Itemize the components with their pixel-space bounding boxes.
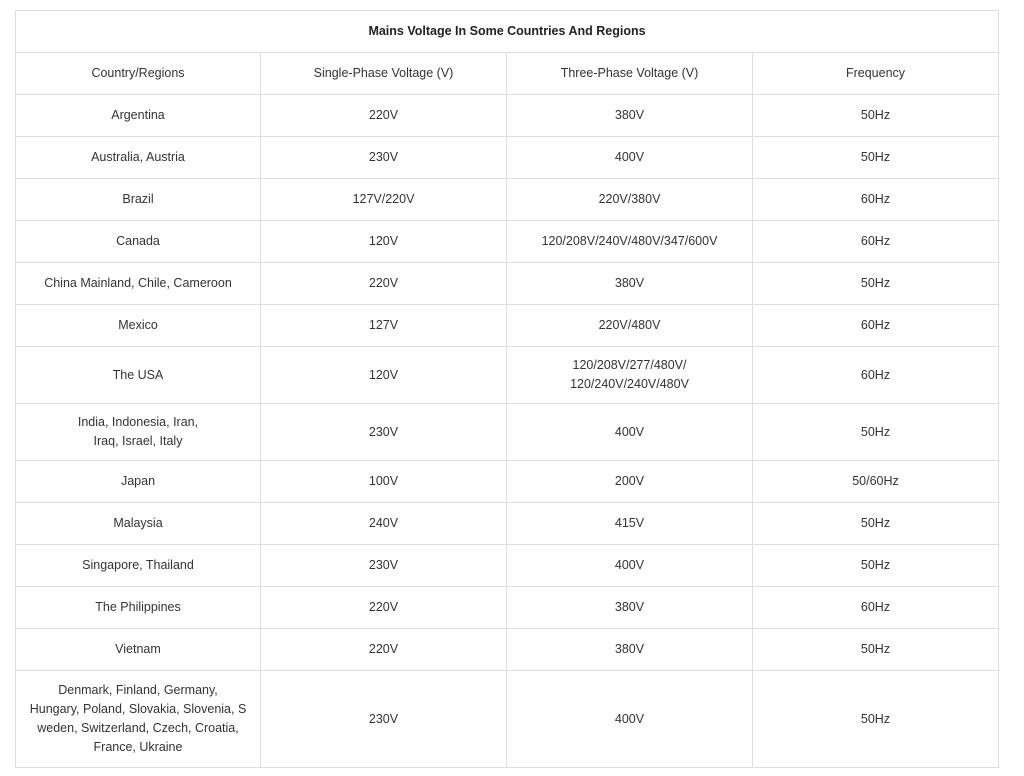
cell-three-phase <box>507 179 753 221</box>
cell-line: 120V <box>368 234 399 248</box>
header-row <box>16 53 999 95</box>
cell-line: Mexico <box>118 318 158 332</box>
cell-country <box>16 629 261 671</box>
cell-line: 120V <box>368 367 399 382</box>
cell-single-phase <box>261 587 507 629</box>
cell-line: 400V <box>614 424 645 439</box>
cell-frequency <box>753 671 999 768</box>
table-row <box>16 671 999 768</box>
cell-line: 50/60Hz <box>852 474 899 488</box>
cell-line: China Mainland, Chile, Cameroon <box>44 276 232 290</box>
cell-three-phase <box>507 629 753 671</box>
header-country: Country/Regions <box>16 53 261 95</box>
cell-line: 400V <box>614 558 645 572</box>
table-container <box>15 10 998 768</box>
cell-single-phase <box>261 95 507 137</box>
cell-line: 380V <box>614 642 645 656</box>
table-row <box>16 629 999 671</box>
cell-frequency <box>753 545 999 587</box>
cell-line: Vietnam <box>115 642 161 656</box>
cell-single-phase <box>261 545 507 587</box>
table-row <box>16 503 999 545</box>
cell-line: 50Hz <box>860 108 891 122</box>
cell-three-phase <box>507 305 753 347</box>
cell-line: 400V <box>614 150 645 164</box>
cell-frequency <box>753 95 999 137</box>
cell-line: Brazil <box>122 192 154 206</box>
cell-country <box>16 179 261 221</box>
cell-line: 230V <box>368 424 399 439</box>
cell-line: 415V <box>614 516 645 530</box>
cell-line: 240V <box>368 516 399 530</box>
cell-line: 380V <box>614 108 645 122</box>
cell-line: 50Hz <box>860 642 891 656</box>
cell-three-phase <box>507 347 753 404</box>
cell-frequency <box>753 629 999 671</box>
cell-line: 50Hz <box>860 150 891 164</box>
cell-line: 230V <box>368 150 399 164</box>
cell-three-phase <box>507 95 753 137</box>
cell-three-phase <box>507 587 753 629</box>
cell-line: Denmark, Finland, Germany, <box>58 683 218 697</box>
table-row <box>16 305 999 347</box>
cell-line: India, Indonesia, Iran, <box>77 415 199 429</box>
table-row <box>16 221 999 263</box>
cell-line: Japan <box>120 474 156 488</box>
cell-single-phase <box>261 221 507 263</box>
cell-country <box>16 221 261 263</box>
cell-line: 220V/380V <box>598 192 661 206</box>
table-title: Mains Voltage In Some Countries And Regions <box>16 11 999 53</box>
cell-line: Malaysia <box>113 516 163 530</box>
cell-country <box>16 461 261 503</box>
table-row <box>16 137 999 179</box>
cell-line: 50Hz <box>860 558 891 572</box>
cell-country <box>16 347 261 404</box>
cell-line: Argentina <box>111 108 165 122</box>
cell-line: 50Hz <box>860 711 891 726</box>
cell-country <box>16 587 261 629</box>
cell-frequency <box>753 305 999 347</box>
cell-line: 200V <box>614 474 645 488</box>
cell-line: 50Hz <box>860 516 891 530</box>
cell-line: 60Hz <box>860 600 891 614</box>
cell-country <box>16 305 261 347</box>
cell-line: 50Hz <box>860 276 891 290</box>
cell-single-phase <box>261 404 507 461</box>
cell-frequency <box>753 137 999 179</box>
table-row <box>16 587 999 629</box>
cell-line: The USA <box>112 367 164 382</box>
header-single-phase: Single-Phase Voltage (V) <box>261 53 507 95</box>
cell-single-phase <box>261 347 507 404</box>
cell-line: 60Hz <box>860 367 891 382</box>
cell-line: 220V <box>368 276 399 290</box>
cell-line: 380V <box>614 276 645 290</box>
cell-country <box>16 545 261 587</box>
cell-single-phase <box>261 305 507 347</box>
cell-country <box>16 137 261 179</box>
cell-line: Singapore, Thailand <box>82 558 194 572</box>
cell-frequency <box>753 404 999 461</box>
cell-line: 230V <box>368 711 399 726</box>
cell-single-phase <box>261 629 507 671</box>
cell-single-phase <box>261 137 507 179</box>
cell-three-phase <box>507 461 753 503</box>
cell-three-phase <box>507 221 753 263</box>
cell-country <box>16 404 261 461</box>
cell-line: 220V <box>368 642 399 656</box>
cell-frequency <box>753 347 999 404</box>
cell-frequency <box>753 263 999 305</box>
cell-country <box>16 263 261 305</box>
cell-frequency <box>753 503 999 545</box>
header-frequency: Frequency <box>753 53 999 95</box>
cell-three-phase <box>507 137 753 179</box>
table-row <box>16 179 999 221</box>
cell-line: 220V/480V <box>598 318 661 332</box>
cell-line: France, Ukraine <box>93 740 183 754</box>
table-row <box>16 545 999 587</box>
cell-single-phase <box>261 503 507 545</box>
table-body <box>16 95 999 768</box>
cell-line: 127V/220V <box>352 192 415 206</box>
cell-line: 400V <box>614 711 645 726</box>
header-three-phase: Three-Phase Voltage (V) <box>507 53 753 95</box>
cell-line: 220V <box>368 108 399 122</box>
cell-line: 60Hz <box>860 318 891 332</box>
cell-frequency <box>753 221 999 263</box>
cell-line: 100V <box>368 474 399 488</box>
cell-line: 120/208V/240V/480V/347/600V <box>541 234 718 248</box>
cell-country <box>16 671 261 768</box>
table-row <box>16 404 999 461</box>
cell-line: 127V <box>368 318 399 332</box>
cell-frequency <box>753 461 999 503</box>
cell-three-phase <box>507 671 753 768</box>
cell-country <box>16 503 261 545</box>
cell-line: 60Hz <box>860 192 891 206</box>
cell-three-phase <box>507 545 753 587</box>
cell-line: 120/240V/240V/480V <box>570 377 689 391</box>
table-row <box>16 461 999 503</box>
voltage-table <box>15 10 999 768</box>
cell-line: 50Hz <box>860 424 891 439</box>
cell-single-phase <box>261 179 507 221</box>
cell-frequency <box>753 587 999 629</box>
table-row <box>16 347 999 404</box>
cell-line: Canada <box>116 234 160 248</box>
table-row <box>16 263 999 305</box>
cell-three-phase <box>507 404 753 461</box>
cell-single-phase <box>261 461 507 503</box>
cell-line: Australia, Austria <box>91 150 185 164</box>
cell-three-phase <box>507 263 753 305</box>
cell-three-phase <box>507 503 753 545</box>
cell-line: weden, Switzerland, Czech, Croatia, <box>37 721 239 735</box>
cell-single-phase <box>261 263 507 305</box>
cell-country <box>16 95 261 137</box>
cell-line: 220V <box>368 600 399 614</box>
cell-line: The Philippines <box>95 600 181 614</box>
cell-line: 230V <box>368 558 399 572</box>
table-row <box>16 95 999 137</box>
cell-frequency <box>753 179 999 221</box>
cell-line: 380V <box>614 600 645 614</box>
cell-line: 120/208V/277/480V/ <box>572 358 687 372</box>
cell-line: Hungary, Poland, Slovakia, Slovenia, S <box>29 702 247 716</box>
cell-single-phase <box>261 671 507 768</box>
cell-line: 60Hz <box>860 234 891 248</box>
cell-line: Iraq, Israel, Italy <box>93 434 183 448</box>
